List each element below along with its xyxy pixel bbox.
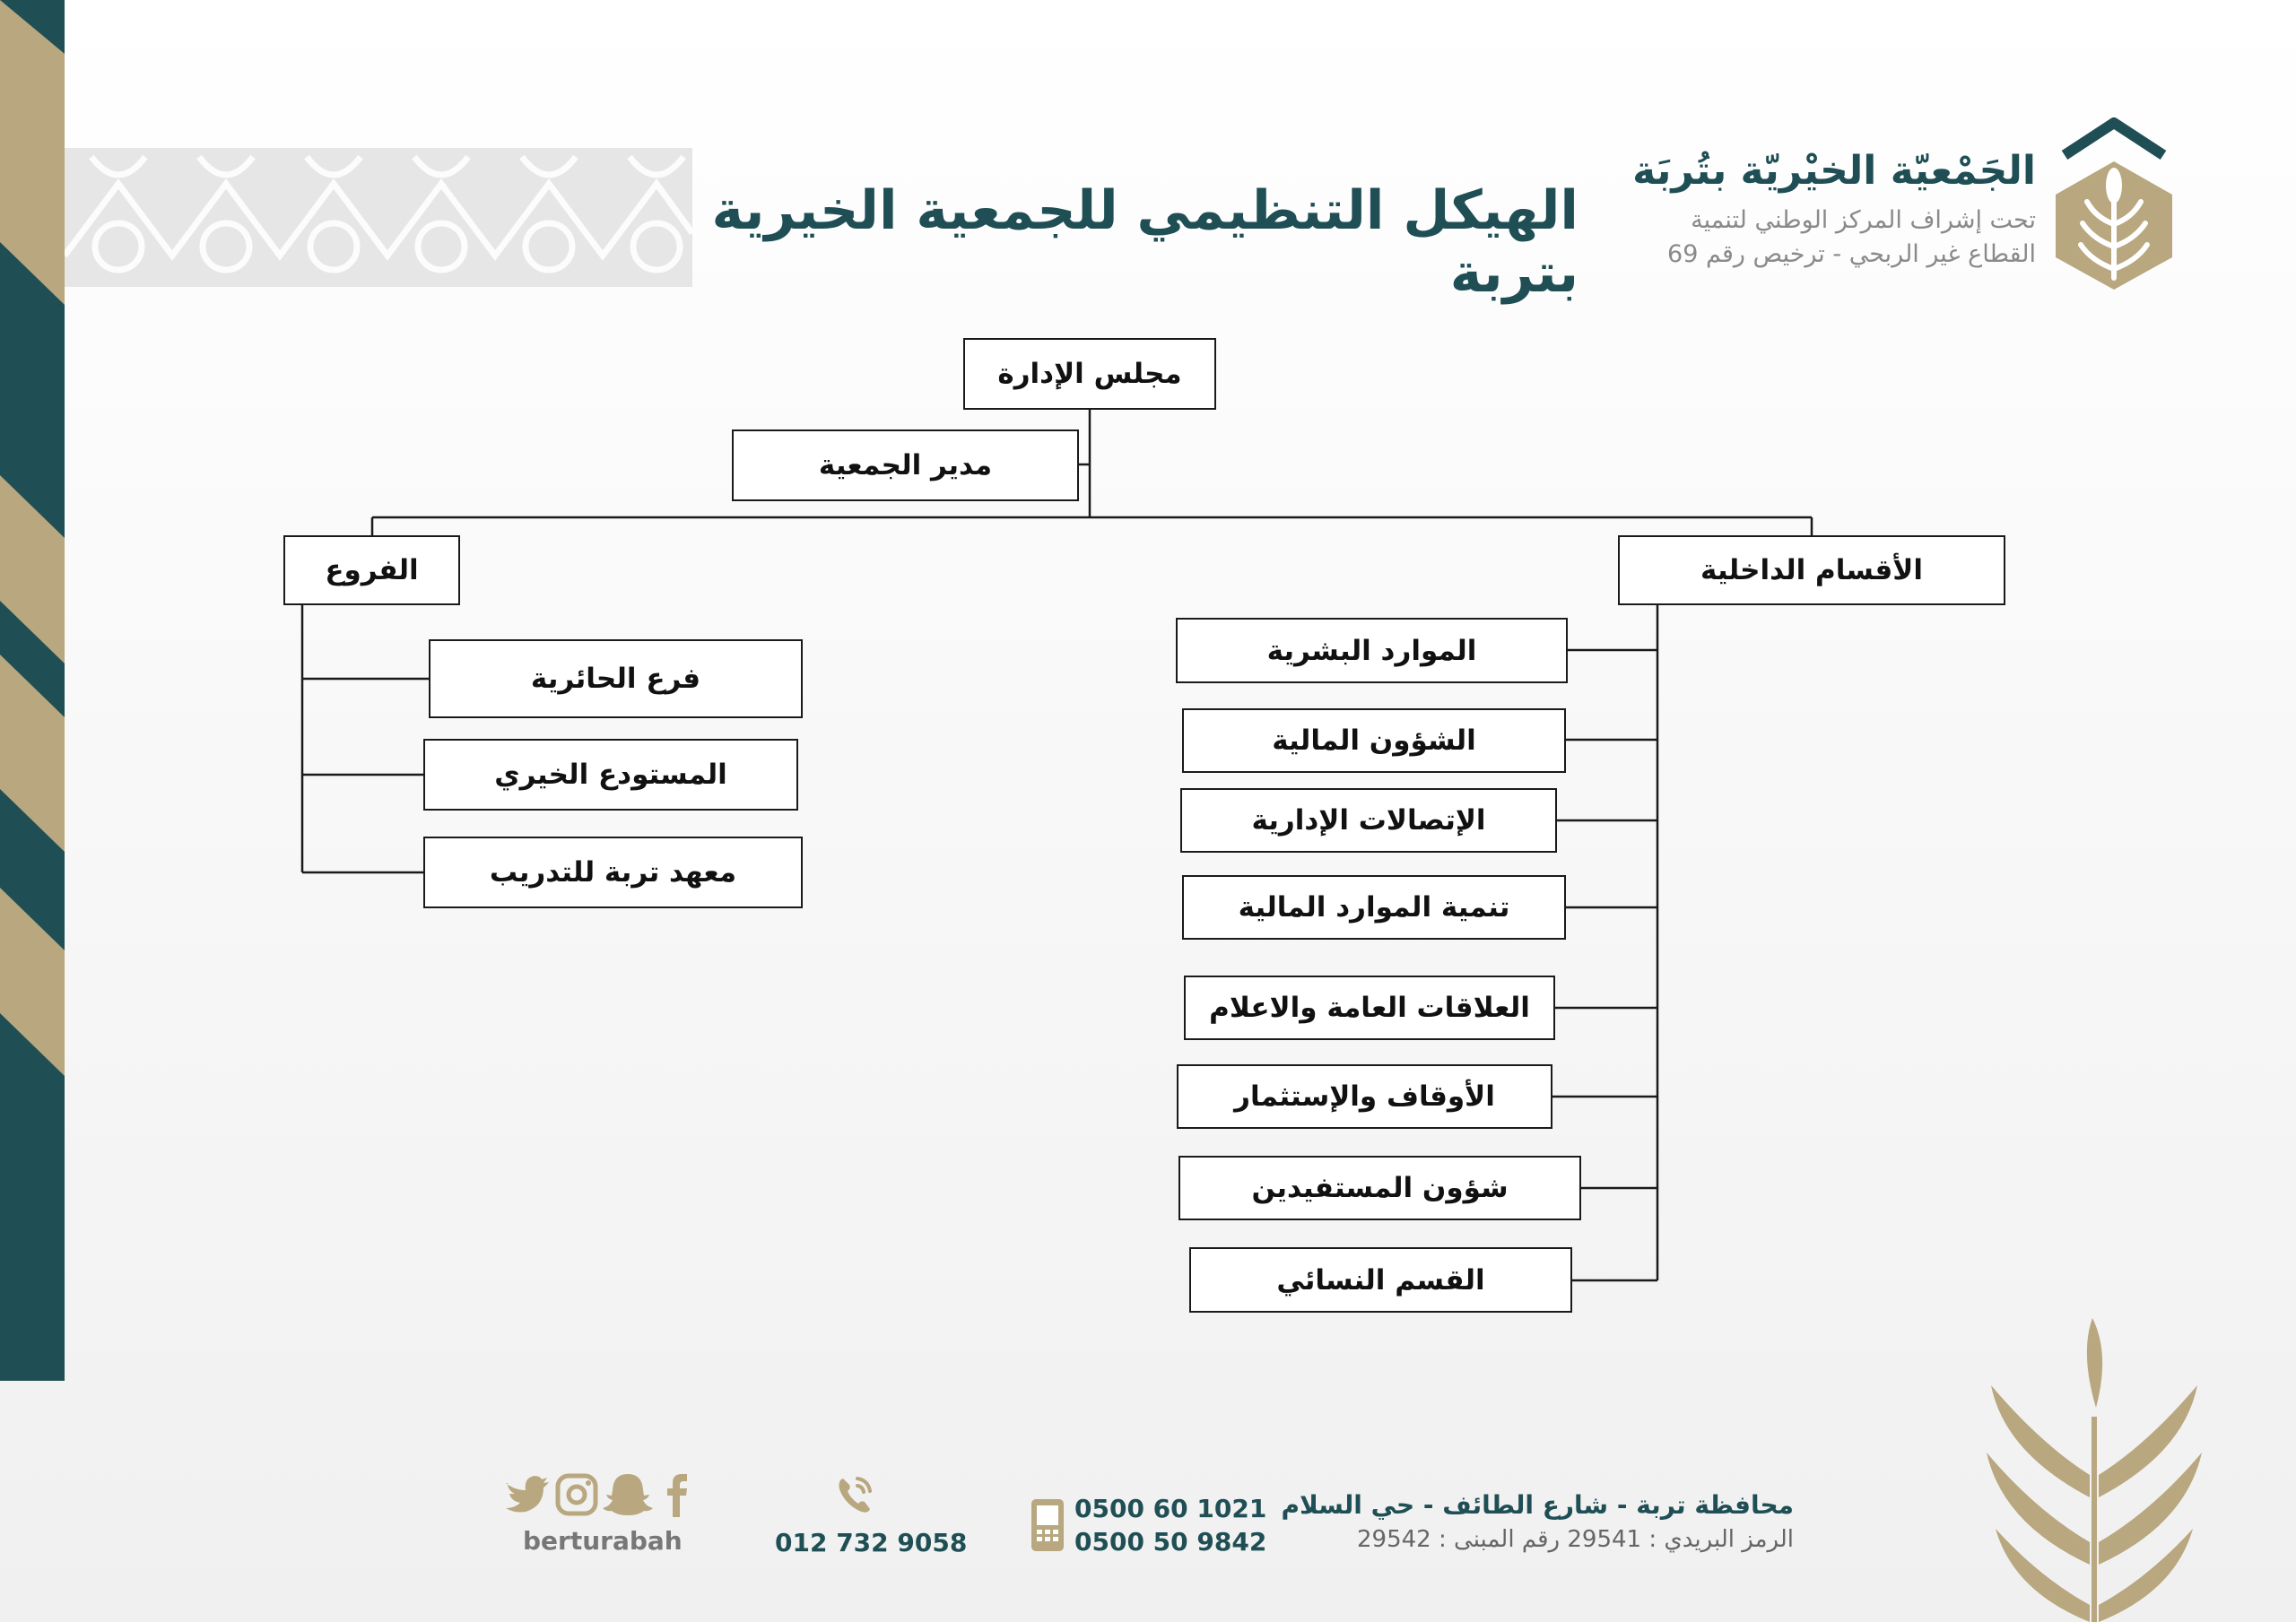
snapchat-icon[interactable] (603, 1474, 653, 1515)
branch-item: المستودع الخيري (423, 739, 798, 811)
instagram-icon[interactable] (558, 1476, 596, 1514)
address-line-2: الرمز البريدي : 29541 رقم المبنى : 29542 (1357, 1526, 1794, 1553)
decorative-stripe (0, 0, 65, 1381)
mobile-phone-icon (1030, 1497, 1065, 1553)
branch-item: فرع الحائرية (429, 639, 803, 718)
mobile-number-1[interactable]: 0500 60 1021 (1074, 1494, 1267, 1523)
org-name: الجَمْعيّة الخيْريّة بتُربَة (1632, 148, 2036, 194)
department-item: الإتصالات الإدارية (1180, 788, 1557, 853)
department-item: الموارد البشرية (1176, 618, 1568, 683)
social-icons (502, 1470, 700, 1521)
branch-item: معهد تربة للتدريب (423, 837, 803, 908)
wheat-logo-icon (2047, 112, 2181, 291)
address-line-1: محافظة تربة - شارع الطائف - حي السلام (1281, 1490, 1794, 1520)
mobile-number-2[interactable]: 0500 50 9842 (1074, 1527, 1267, 1557)
wheat-decoration-icon (1987, 1318, 2202, 1622)
director-box: مدير الجمعية (732, 429, 1079, 501)
org-subtitle-1: تحت إشراف المركز الوطني لتنمية (1691, 206, 2036, 234)
department-item: الأوقاف والإستثمار (1177, 1064, 1552, 1129)
department-item: القسم النسائي (1189, 1247, 1572, 1313)
department-item: شؤون المستفيدين (1178, 1156, 1581, 1220)
branches-box: الفروع (283, 535, 460, 605)
landline-number[interactable]: 012 732 9058 (775, 1528, 968, 1557)
org-subtitle-2: القطاع غير الربحي - ترخيص رقم 69 (1667, 240, 2036, 268)
phone-call-icon (836, 1473, 875, 1516)
page-title: الهيكل التنظيمي للجمعية الخيرية بتربة (711, 179, 1578, 305)
department-item: تنمية الموارد المالية (1182, 875, 1566, 940)
pattern-band (65, 148, 692, 287)
board-box: مجلس الإدارة (963, 338, 1216, 410)
facebook-icon[interactable] (667, 1474, 687, 1517)
department-item: العلاقات العامة والاعلام (1184, 976, 1555, 1040)
twitter-icon[interactable] (506, 1476, 549, 1513)
departments-box: الأقسام الداخلية (1618, 535, 2005, 605)
department-item: الشؤون المالية (1182, 708, 1566, 773)
social-handle[interactable]: berturabah (523, 1526, 683, 1556)
